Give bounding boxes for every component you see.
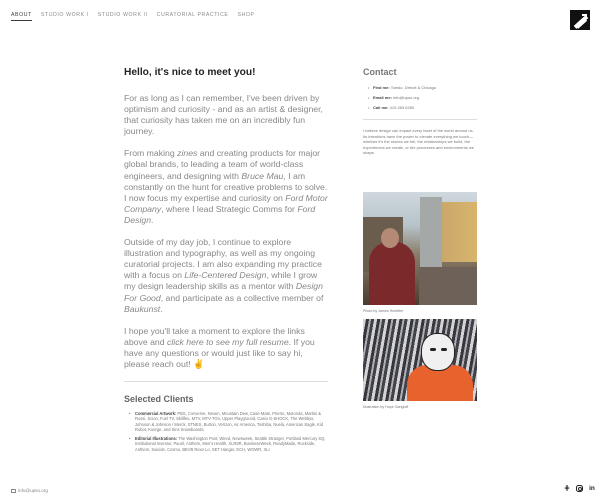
design-blurb: I believe design can impact every facet of the world around us. Its intentions have the power to elevate everything we touch—whether it's the stories we tell, the relationships we build, the experiences we create, or the processes and environments we shape. — [363, 128, 474, 155]
bruce-mau-link[interactable]: Bruce Mau — [241, 170, 284, 181]
ford-link[interactable]: Ford Motor Company — [124, 192, 328, 214]
nav-curatorial-practice[interactable]: CURATORIAL PRACTICE — [156, 12, 229, 18]
ford-design-link[interactable]: Ford Design — [124, 203, 316, 225]
career-paragraph: From making zines and creating products for major global brands, to leading a team of world-class engineers, and designing with Bruce Mau, I am constantly on the hunt for creative problems to solve. I now focus my expertise and curiosity on Ford Motor Company, where I lead Strategic Comms for Ford Design. — [124, 148, 328, 225]
list-item: • Commercial Artwork: PBS, Converse, Nexen, Mountain Dew, Case-Mate, Prierto, Motorola, Martini & Rossi, Scion, Fuel TV, Skillfeo, MTV, MTV-TOn, Upper Playground, Casio G-SHOCK, The Webbys, Johnson & Johnson / Merck, STNES, Burton, Verizon, Air America, Toshiba, Nuela, American Eagle, Kid Robot, Kuerge, and Sins Snowboards. — [129, 411, 328, 433]
contact-email[interactable]: • Email me: info@upso.org — [368, 95, 477, 100]
contact-title: Contact — [363, 67, 397, 77]
divider — [363, 119, 477, 120]
nav-studio-work-1[interactable]: STUDIO WORK I — [40, 12, 89, 18]
linkedin-icon[interactable]: in — [589, 485, 595, 492]
logo-mark-icon[interactable] — [570, 10, 590, 30]
contact-sidebar — [363, 67, 477, 409]
resume-link[interactable]: click here to see my full resume — [167, 336, 289, 347]
instagram-icon[interactable] — [576, 485, 583, 492]
nav-studio-work-2[interactable]: STUDIO WORK II — [97, 12, 148, 18]
illustration-caption: Illustration by Hope Gangloff — [363, 404, 409, 409]
life-centered-design-link[interactable]: Life-Centered Design — [184, 270, 267, 281]
contact-location: • Find me: Toledo, Detroit & Chicago — [368, 85, 477, 90]
illustration-image — [363, 319, 477, 401]
about-main — [124, 67, 328, 455]
design-for-good-link[interactable]: Design For Good — [124, 281, 323, 303]
social-links — [563, 484, 596, 493]
page-title: Hello, it's nice to meet you! — [124, 67, 256, 78]
clients-list — [124, 411, 328, 452]
zines-emphasis: zines — [177, 148, 198, 159]
contact-phone[interactable]: • Call me: 419.283.6359 — [368, 105, 477, 110]
footer-email-link[interactable]: info@upso.org — [11, 488, 48, 493]
clients-title: Selected Clients — [124, 394, 194, 405]
baukunst-link[interactable]: Baukunst — [124, 303, 161, 314]
contact-list — [363, 85, 477, 110]
victory-hand-icon: ✌️ — [193, 358, 205, 369]
intro-paragraph: For as long as I can remember, I've been driven by optimism and curiosity - and as an artist & designer, that curiosity has taken me on an incredibly fun journey. — [124, 93, 323, 137]
nav-shop[interactable]: SHOP — [237, 12, 255, 18]
unsplash-icon[interactable]: ⋕ — [564, 485, 570, 492]
closing-paragraph: I hope you'll take a moment to explore the links above and click here to see my full resume. If you have any questions or would just like to say hi, please reach out! ✌️ — [124, 325, 315, 369]
portrait-photo — [363, 192, 477, 305]
nav-about[interactable]: ABOUT — [11, 12, 32, 21]
list-item: • Editorial Illustrations: The Washington Post, Wired, Newsweek, Seattle Stranger, Portland Mercury SQ, Institutional Investor, Paunl, Anthem, Men's Health, XLR8R, BusinessWeek, ReadyMade, Rockside, Anthem, Suicide, Cosmo, BEVB Rexo Lo, SET Hanger, ECH, WOWR, XLI — [129, 436, 328, 452]
envelope-icon — [11, 489, 16, 493]
practice-paragraph: Outside of my day job, I continue to explore illustration and typography, as well as my ongoing curatorial projects. I am also expanding my practice with a focus on Life-Centered Design, while I grow my design leadership skills as a mentor with Design For Good, and participate as a collective member of Baukunst. — [124, 237, 324, 314]
divider — [124, 381, 328, 382]
photo-caption: Photo by James Hedetler — [363, 308, 404, 313]
top-nav — [11, 12, 255, 21]
